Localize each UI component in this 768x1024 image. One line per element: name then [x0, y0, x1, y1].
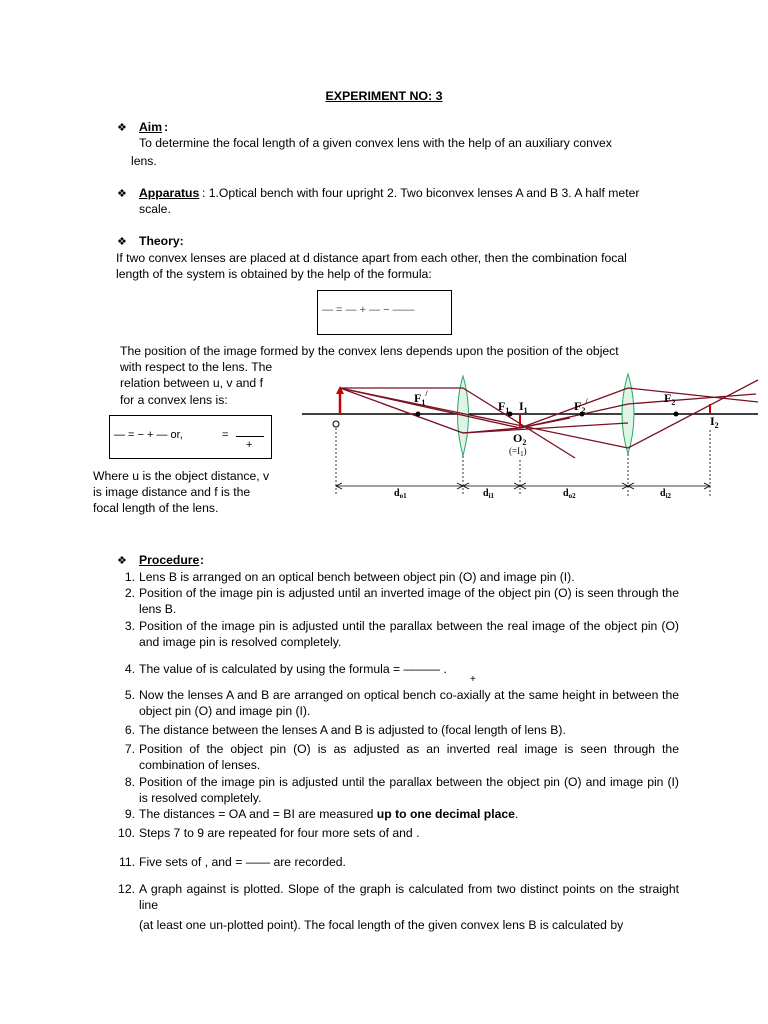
- item4-plus: +: [470, 674, 476, 685]
- apparatus-text-cont: scale.: [139, 202, 171, 216]
- list-item: A graph against is plotted. Slope of the graph is calculated from two distinct points on the straight line: [139, 882, 679, 912]
- bullet-icon: ❖: [117, 236, 127, 248]
- label-o2-eq: (=I: [509, 446, 521, 456]
- bullet-icon: ❖: [117, 122, 127, 134]
- label-o2: O: [513, 431, 523, 445]
- list-item-continuation: (at least one un-plotted point). The focal length of the given convex lens B is calculated by: [139, 918, 624, 932]
- list-item: Five sets of , and = —— are recorded.: [139, 855, 346, 869]
- list-item-number: 5.: [124, 688, 135, 702]
- theory-para-line3: relation between u, v and f: [120, 376, 263, 390]
- list-item: The value of is calculated by using the formula = ——— .: [139, 662, 447, 676]
- aim-line2: lens.: [131, 154, 157, 168]
- bullet-icon: ❖: [117, 188, 127, 200]
- svg-text:I1: $I_1$: [519, 399, 528, 415]
- lens-formula-den: +: [246, 439, 253, 451]
- lens-b: [622, 374, 634, 454]
- list-item-number: 10.: [118, 826, 135, 840]
- where-line1: Where u is the object distance, v: [93, 469, 270, 483]
- rays: [340, 380, 758, 458]
- label-d-i1: d: [483, 488, 489, 499]
- fraction-bar: [236, 436, 264, 437]
- theory-heading: Theory:: [139, 234, 184, 248]
- svg-text:F2/: $F_2^/$: [574, 397, 588, 415]
- theory-line1: If two convex lenses are placed at d distance apart from each other, then the combination focal: [116, 251, 627, 265]
- list-item: Now the lenses A and B are arranged on optical bench co-axially at the same height in between the object pin (O) and image pin (I).: [139, 688, 679, 718]
- procedure-heading: Procedure: [139, 553, 200, 567]
- list-item: Steps 7 to 9 are repeated for four more sets of and .: [139, 826, 420, 840]
- svg-text:di2: $d_{i2}$: [660, 488, 672, 500]
- list-item-number: 9.: [124, 807, 135, 821]
- dimension-arrows: [336, 483, 710, 489]
- focal-point-f1p: [416, 412, 421, 417]
- list-item: Position of the image pin is adjusted until the parallax between the object pin (O) and image pin (I) is resolved completely.: [139, 775, 679, 805]
- label-i1: I: [519, 399, 524, 413]
- page-title: EXPERIMENT NO: 3: [325, 89, 443, 103]
- list-item: Lens B is arranged on an optical bench between object pin (O) and image pin (I).: [139, 570, 575, 584]
- combination-formula-box: [317, 290, 452, 335]
- list-item-number: 12.: [118, 882, 135, 896]
- theory-line2: length of the system is obtained by the help of the formula:: [116, 267, 432, 281]
- label-f1p: F: [414, 391, 422, 405]
- apparatus-text: : 1.Optical bench with four upright 2. Two biconvex lenses A and B 3. A half meter: [202, 186, 640, 200]
- apparatus-heading: Apparatus: [139, 186, 200, 200]
- svg-text:F2: $F_2$: [664, 391, 676, 407]
- svg-text:(=I1): $(=I_1)$: [509, 446, 527, 458]
- list-item: Position of the object pin (O) is as adjusted as an inverted real image is seen through the combination of lenses.: [139, 742, 679, 772]
- lens-ray-diagram: [300, 368, 768, 508]
- label-i2: I: [710, 414, 715, 428]
- svg-text:do1: $d_{o1}$: [394, 488, 407, 500]
- combination-formula: — = — + — − ——: [322, 304, 415, 316]
- procedure-colon: :: [200, 553, 205, 567]
- where-line3: focal length of the lens.: [93, 501, 219, 515]
- list-item: The distances = OA and = BI are measured up to one decimal place.: [139, 807, 519, 821]
- list-item-number: 6.: [124, 723, 135, 737]
- bullet-icon: ❖: [117, 555, 127, 567]
- list-item-number: 4.: [124, 662, 135, 676]
- lens-formula-eq: =: [222, 429, 229, 441]
- list-item: Position of the image pin is adjusted until the parallax between the real image of the object pin (O) and image pin is resolved completely.: [139, 619, 679, 649]
- lens-formula-left: — = − + — or,: [114, 429, 183, 441]
- label-f2: F: [664, 391, 672, 405]
- object-pin-marker: [333, 421, 339, 427]
- aim-line1: To determine the focal length of a given convex lens with the help of an auxiliary convex: [139, 136, 612, 150]
- object-arrowhead: [336, 386, 344, 394]
- list-item: Position of the image pin is adjusted until an inverted image of the object pin (O) is seen through the lens B.: [139, 586, 679, 616]
- svg-text:I2: $I_2$: [710, 414, 719, 430]
- theory-para-line2: with respect to the lens. The: [120, 360, 273, 374]
- label-f1: F: [498, 399, 506, 413]
- aim-colon: :: [164, 120, 169, 134]
- svg-text:do2: $d_{o2}$: [563, 488, 576, 500]
- svg-text:di1: $d_{i1}$: [483, 488, 495, 500]
- theory-para-line1: The position of the image formed by the convex lens depends upon the position of the object: [120, 344, 619, 358]
- list-item-number: 3.: [124, 619, 135, 633]
- aim-heading: Aim: [139, 120, 163, 134]
- where-line2: is image distance and f is the: [93, 485, 251, 499]
- list-item: The distance between the lenses A and B is adjusted to (focal length of lens B).: [139, 723, 566, 737]
- list-item-number: 11.: [118, 855, 135, 869]
- label-d-o2: d: [563, 488, 569, 499]
- focal-point-f2: [674, 412, 679, 417]
- list-item-number: 8.: [124, 775, 135, 789]
- label-d-o1: d: [394, 488, 400, 499]
- list-item-number: 2.: [124, 586, 135, 600]
- lens-formula-box: [109, 415, 272, 459]
- theory-para-line4: for a convex lens is:: [120, 393, 228, 407]
- label-d-i2: d: [660, 488, 666, 499]
- svg-text:O2: $O_2$: [513, 431, 527, 447]
- list-item-number: 7.: [124, 742, 135, 756]
- label-f2p: F: [574, 399, 582, 413]
- svg-text:F1: $F_1$: [498, 399, 510, 415]
- svg-text:F1/: $F_1^/$: [414, 389, 428, 407]
- list-item-number: 1.: [124, 570, 135, 584]
